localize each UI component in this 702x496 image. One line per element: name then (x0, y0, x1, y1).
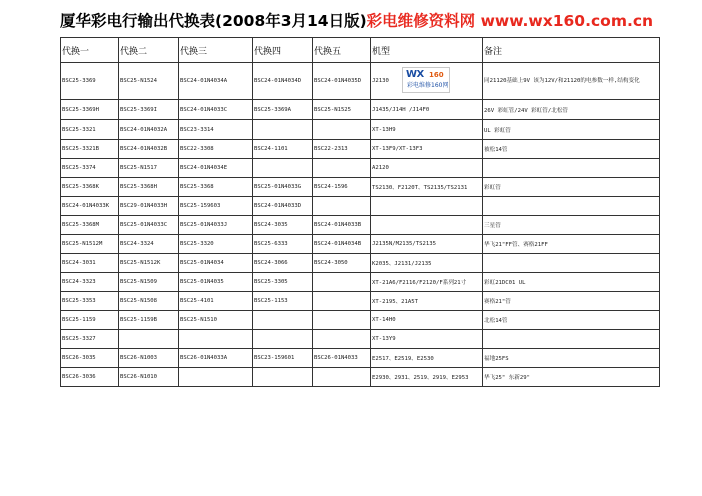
table-cell: BSC25-1159 (61, 311, 119, 330)
table-cell: BSC24-3323 (61, 273, 119, 292)
table-cell: BSC25-3369I (119, 100, 179, 120)
table-cell (253, 159, 313, 178)
table-cell: BSC25-01N4033G (253, 178, 313, 197)
table-row (61, 216, 660, 235)
table-cell: 同21120基础上9V 该为12V/和21120的电参数一样,结构变化 (483, 63, 660, 100)
table-cell: BSC24-01N4032A (119, 120, 179, 140)
logo-subtext: 彩电维修160网 (407, 82, 449, 89)
table-cell: BSC25-3374 (61, 159, 119, 178)
table-cell: BSC25-N1525 (313, 100, 371, 120)
column-header: 机型 (371, 38, 483, 63)
table-cell (119, 330, 179, 349)
table-body (61, 63, 660, 387)
table-cell: BSC25-01N4035 (179, 273, 253, 292)
table-row (61, 349, 660, 368)
table-cell: 三星管 (483, 216, 660, 235)
table-cell: BSC24-3050 (313, 254, 371, 273)
column-header: 代换二 (119, 38, 179, 63)
table-row (61, 120, 660, 140)
table-cell: BSC23-159601 (253, 349, 313, 368)
table-cell: 华飞25" 东新29" (483, 368, 660, 387)
table-cell: BSC25-01N4033J (179, 216, 253, 235)
column-header: 备注 (483, 38, 660, 63)
table-cell: BSC25-6333 (253, 235, 313, 254)
table-row (61, 235, 660, 254)
logo-number: 160 (429, 71, 444, 79)
table-row (61, 368, 660, 387)
table-cell (483, 159, 660, 178)
table-cell: BSC25-N1512K (119, 254, 179, 273)
table-row (61, 311, 660, 330)
table-cell (313, 197, 371, 216)
table-cell: BSC24-01N4033C (179, 100, 253, 120)
table-cell (253, 368, 313, 387)
table-cell (313, 120, 371, 140)
table-row (61, 63, 660, 100)
table-cell: UL 彩虹管 (483, 120, 660, 140)
table-cell: BSC25-3369H (61, 100, 119, 120)
table-cell: BSC26-N1003 (119, 349, 179, 368)
table-cell: 26V 彩虹管/24V 彩虹管/北松管 (483, 100, 660, 120)
table-cell: BSC24-3324 (119, 235, 179, 254)
table-cell: BSC25-N1510 (179, 311, 253, 330)
title-site: 彩电维修资料网 www.wx160.com.cn (366, 12, 654, 30)
column-header: 代换五 (313, 38, 371, 63)
table-cell: BSC26-01N4033A (179, 349, 253, 368)
logo-mark: WX (406, 69, 424, 80)
table-cell: 北松14管 (483, 311, 660, 330)
table-cell: BSC25-3321 (61, 120, 119, 140)
table-cell: BSC25-1159B (119, 311, 179, 330)
table-cell: BSC24-01N4033D (253, 197, 313, 216)
table-cell: BSC25-3321B (61, 140, 119, 159)
table-cell: BSC25-01N4034 (179, 254, 253, 273)
table-row (61, 197, 660, 216)
table-cell: XT-13Y9 (371, 330, 483, 349)
table-cell: BSC25-N1517 (119, 159, 179, 178)
table-cell: K2035、J2131/J2135 (371, 254, 483, 273)
column-header: 代换四 (253, 38, 313, 63)
table-cell: BSC24-01N4034E (179, 159, 253, 178)
table-cell (313, 159, 371, 178)
table-cell: BSC24-01N4033K (61, 197, 119, 216)
table-cell: BSC24-3035 (253, 216, 313, 235)
table-cell: A2120 (371, 159, 483, 178)
table-cell (483, 197, 660, 216)
table-row (61, 159, 660, 178)
table-row (61, 292, 660, 311)
table-cell: BSC22-2313 (313, 140, 371, 159)
table-cell: BSC22-3308 (179, 140, 253, 159)
table-cell: BSC24-01N4034A (179, 63, 253, 100)
table-cell: 福地25FS (483, 349, 660, 368)
table-cell: BSC25-N1512M (61, 235, 119, 254)
table-cell: BSC25-3353 (61, 292, 119, 311)
table-cell (313, 368, 371, 387)
table-cell: BSC26-3036 (61, 368, 119, 387)
table-cell: XT-13F9/XT-13F3 (371, 140, 483, 159)
table-cell (253, 330, 313, 349)
table-cell: BSC25-3305 (253, 273, 313, 292)
column-header: 代换一 (61, 38, 119, 63)
replacement-table (60, 37, 660, 387)
column-header: 代换三 (179, 38, 253, 63)
table-cell: E2930、2931、2519、2919、E2953 (371, 368, 483, 387)
table-cell: BSC25-4101 (179, 292, 253, 311)
table-cell: 彩虹管 (483, 178, 660, 197)
table-cell (179, 368, 253, 387)
table-cell (313, 311, 371, 330)
table-cell: TS2130、F2120T、TS2135/TS2131 (371, 178, 483, 197)
table-cell: J1435/J14H /J14F0 (371, 100, 483, 120)
table-cell: BSC25-N1509 (119, 273, 179, 292)
table-row (61, 254, 660, 273)
table-cell: BSC25-3368K (61, 178, 119, 197)
table-cell: BSC24-01N4033B (313, 216, 371, 235)
table-cell: 华飞21"FF管、赛格21FF (483, 235, 660, 254)
table-cell: BSC26-01N4033 (313, 349, 371, 368)
table-cell: J2135N/M2135/TS2135 (371, 235, 483, 254)
table-cell: BSC24-3066 (253, 254, 313, 273)
table-cell: BSC25-01N4033C (119, 216, 179, 235)
table-cell: BSC25-1153 (253, 292, 313, 311)
table-cell: J2130 WX 160 彩电维修160网 (371, 63, 483, 100)
table-cell: BSC25-N1524 (119, 63, 179, 100)
table-cell (483, 254, 660, 273)
table-cell: BSC25-3369A (253, 100, 313, 120)
table-cell (483, 330, 660, 349)
table-row (61, 100, 660, 120)
table-cell: BSC25-3368H (119, 178, 179, 197)
table-cell (313, 330, 371, 349)
table-cell: BSC24-01N4034D (253, 63, 313, 100)
watermark-logo (402, 67, 450, 93)
table-cell: BSC24-01N4032B (119, 140, 179, 159)
table-cell: BSC24-01N4034B (313, 235, 371, 254)
table-cell: XT-21A6/F2116/F2120/F系列21寸 (371, 273, 483, 292)
table-cell: E2517、E2519、E2530 (371, 349, 483, 368)
table-header-row (61, 38, 660, 63)
table-cell: BSC24-3031 (61, 254, 119, 273)
table-cell: BSC26-N1010 (119, 368, 179, 387)
table-cell: BSC29-01N4033H (119, 197, 179, 216)
table-cell: 彩虹21DC01 UL (483, 273, 660, 292)
table-cell: BSC24-1596 (313, 178, 371, 197)
table-cell (313, 292, 371, 311)
table-cell (313, 273, 371, 292)
table-cell: 赛格21"管 (483, 292, 660, 311)
table-cell: BSC25-N1508 (119, 292, 179, 311)
table-cell (371, 216, 483, 235)
table-row (61, 330, 660, 349)
table-row (61, 273, 660, 292)
table-cell (371, 197, 483, 216)
table-cell: BSC25-3327 (61, 330, 119, 349)
table-cell (179, 330, 253, 349)
page-title (60, 10, 653, 32)
table-row (61, 178, 660, 197)
table-cell: BSC25-3368M (61, 216, 119, 235)
table-cell: BSC23-3314 (179, 120, 253, 140)
table-cell: XT-14H0 (371, 311, 483, 330)
table-row (61, 140, 660, 159)
title-main: 厦华彩电行输出代换表(2008年3月14日版) (60, 12, 367, 30)
table-cell: BSC25-159603 (179, 197, 253, 216)
table-cell: XT-2195、21A5T (371, 292, 483, 311)
table-cell: BSC24-01N4035D (313, 63, 371, 100)
table-cell: 被松14管 (483, 140, 660, 159)
table-cell: BSC25-3369 (61, 63, 119, 100)
table-cell: BSC25-3320 (179, 235, 253, 254)
table-cell: XT-13H9 (371, 120, 483, 140)
table-cell (253, 311, 313, 330)
table-cell: BSC24-1101 (253, 140, 313, 159)
table-cell (253, 120, 313, 140)
table-cell: BSC26-3035 (61, 349, 119, 368)
table-cell: BSC25-3368 (179, 178, 253, 197)
